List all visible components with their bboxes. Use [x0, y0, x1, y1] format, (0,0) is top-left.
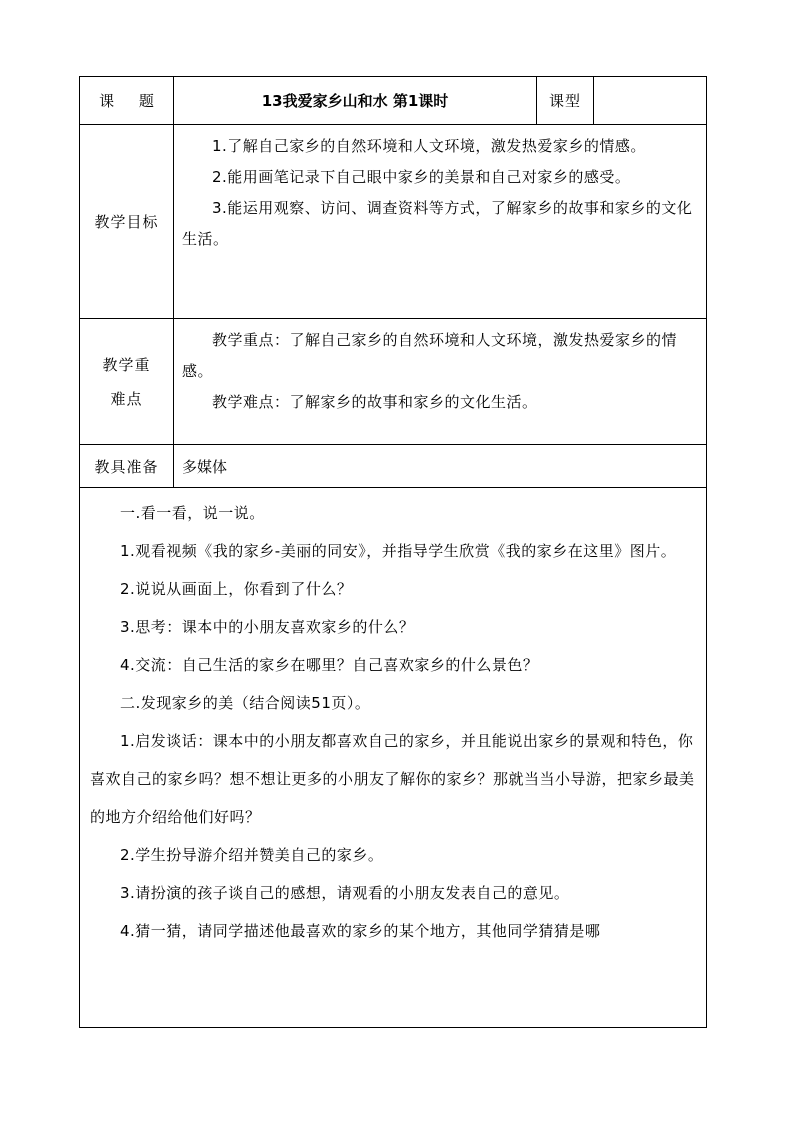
lesson-title: 13我爱家乡山和水 第1课时: [174, 77, 537, 125]
process-item: 一.看一看，说一说。: [120, 504, 265, 522]
key-points-label: [80, 319, 174, 445]
process-item: 2.说说从画面上，你看到了什么？: [120, 580, 353, 598]
type-value: [594, 77, 707, 125]
key-points-label-line1: 教学重: [102, 355, 151, 374]
process-content: [80, 488, 707, 1028]
key-points-content: [174, 319, 707, 445]
process-item: 2.学生扮导游介绍并赞美自己的家乡。: [120, 846, 384, 864]
key-points-label-line2: 难点: [110, 389, 143, 408]
header-row: [80, 77, 707, 125]
key-point-item: 教学难点：了解家乡的故事和家乡的文化生活。: [212, 393, 538, 411]
topic-label: 课 题: [80, 77, 174, 125]
materials-value: 多媒体: [174, 445, 707, 488]
lesson-plan-table: [79, 76, 707, 1028]
goals-row: [80, 125, 707, 319]
goals-content: [174, 125, 707, 319]
key-point-item: 教学重点：了解自己家乡的自然环境和人文环境，激发热爱家乡的情感。: [182, 331, 678, 380]
goals-label: 教学目标: [80, 125, 174, 319]
process-row: [80, 488, 707, 1028]
process-item: 3.请扮演的孩子谈自己的感想，请观看的小朋友发表自己的意见。: [120, 884, 570, 902]
key-points-row: [80, 319, 707, 445]
goal-item: 1.了解自己家乡的自然环境和人文环境，激发热爱家乡的情感。: [212, 137, 646, 155]
process-item: 4.猜一猜，请同学描述他最喜欢的家乡的某个地方，其他同学猜猜是哪: [120, 922, 601, 940]
goal-item: 2.能用画笔记录下自己眼中家乡的美景和自己对家乡的感受。: [212, 168, 631, 186]
type-label: 课型: [537, 77, 594, 125]
process-item: 1.启发谈话：课本中的小朋友都喜欢自己的家乡，并且能说出家乡的景观和特色，你喜欢自己的家乡吗？想不想让更多的小朋友了解你的家乡？那就当当小导游，把家乡最美的地方介绍给他们好吗？: [90, 732, 695, 826]
process-item: 4.交流：自己生活的家乡在哪里？自己喜欢家乡的什么景色？: [120, 656, 539, 674]
process-item: 二.发现家乡的美（结合阅读51页）。: [120, 694, 371, 712]
process-item: 3.思考：课本中的小朋友喜欢家乡的什么？: [120, 618, 415, 636]
materials-row: [80, 445, 707, 488]
materials-label: 教具准备: [80, 445, 174, 488]
goal-item: 3.能运用观察、访问、调查资料等方式，了解家乡的故事和家乡的文化生活。: [182, 199, 693, 248]
process-item: 1.观看视频《我的家乡-美丽的同安》，并指导学生欣赏《我的家乡在这里》图片。: [120, 542, 677, 560]
